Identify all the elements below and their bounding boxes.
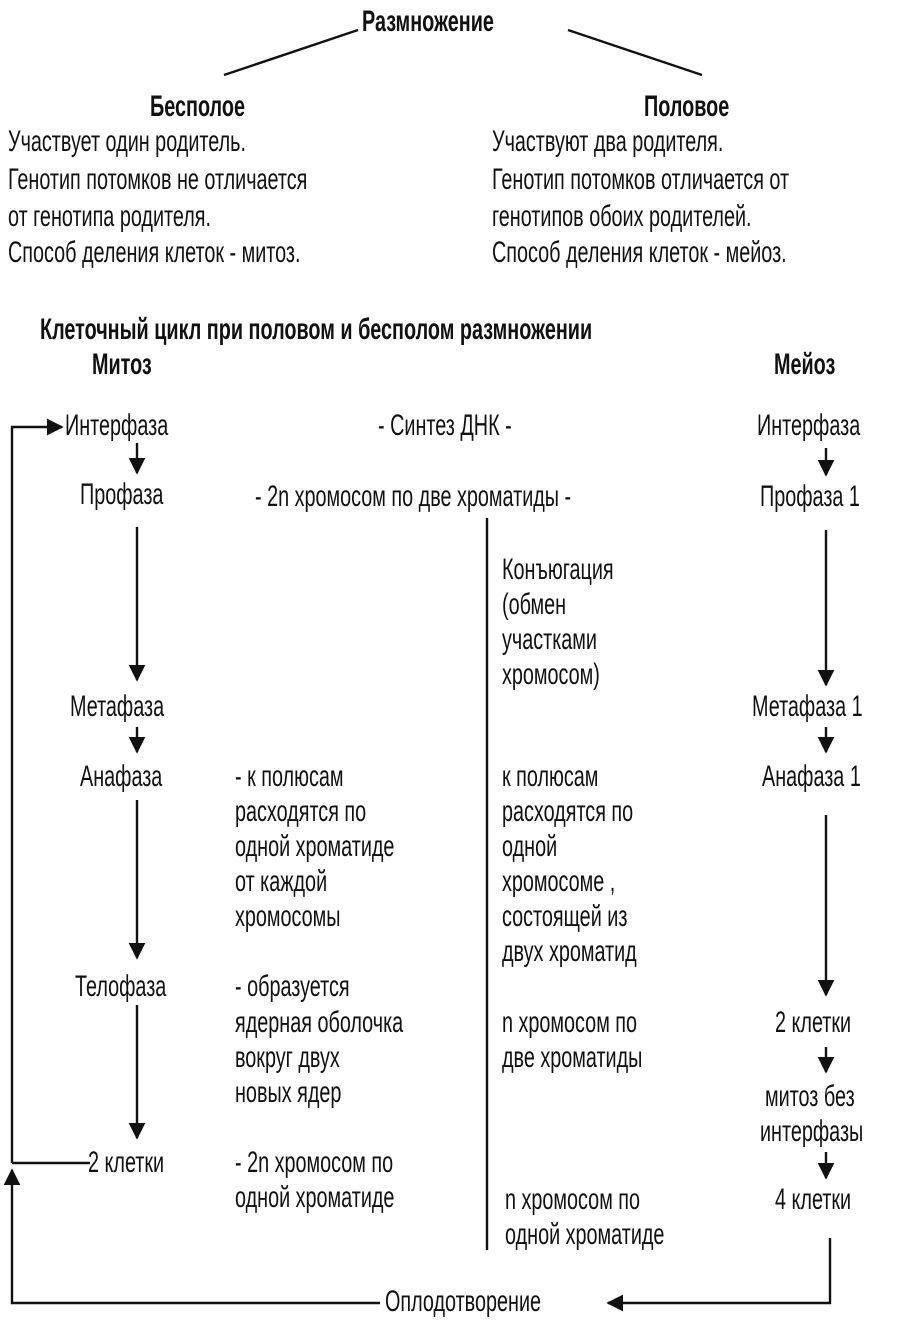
meiosis-stage: митоз без xyxy=(765,1080,855,1113)
meiosis-stage: Анафаза 1 xyxy=(762,760,861,793)
mitosis-cells-note: - 2n хромосом по xyxy=(235,1146,394,1179)
meiosis-stage: Метафаза 1 xyxy=(752,690,863,723)
mitosis-anaphase-note: - к полюсам xyxy=(235,760,344,793)
fertilization-label: Оплодотворение xyxy=(385,1285,542,1318)
mitosis-anaphase-note: хромосомы xyxy=(235,900,341,933)
mitosis-anaphase-note: одной хроматиде xyxy=(235,830,395,863)
telophase-note: новых ядер xyxy=(235,1076,342,1109)
meiosis-stage: 4 клетки xyxy=(775,1183,852,1216)
cycle-title: Клеточный цикл при половом и бесполом размножении xyxy=(40,313,593,346)
mitosis-cells-note: одной хроматиде xyxy=(235,1181,395,1214)
meiosis-anaphase-note: хромосоме , xyxy=(502,865,616,898)
mitosis-stage: 2 клетки xyxy=(88,1146,165,1179)
meiosis-cells-note: одной хроматиде xyxy=(505,1218,665,1251)
asexual-line: Способ деления клеток - митоз. xyxy=(8,236,301,269)
asexual-heading: Бесполое xyxy=(150,90,245,123)
meiosis-anaphase-note: состоящей из xyxy=(502,900,628,933)
meiosis-stage: 2 клетки xyxy=(775,1006,852,1039)
mitosis-anaphase-note: расходятся по xyxy=(235,795,367,828)
main-title: Размножение xyxy=(362,5,494,38)
meiosis-anaphase-note: одной xyxy=(502,830,558,863)
meiosis-cells-note: n хромосом по xyxy=(505,1183,641,1216)
mitosis-stage: Телофаза xyxy=(75,970,167,1003)
mitosis-stage: Анафаза xyxy=(80,760,163,793)
telophase-note: вокруг двух xyxy=(235,1041,340,1074)
meiosis-stage: Профаза 1 xyxy=(760,480,860,513)
title-branch-right xyxy=(568,30,702,75)
meiosis-anaphase-note: двух хроматид xyxy=(502,935,637,968)
conjugation-line: (обмен xyxy=(502,588,567,621)
meiosis-stage: Интерфаза xyxy=(757,409,861,442)
sexual-line: Способ деления клеток - мейоз. xyxy=(492,236,787,269)
conjugation-line: Конъюгация xyxy=(502,553,614,586)
asexual-line: Генотип потомков не отличается xyxy=(8,163,308,196)
mitosis-stage: Интерфаза xyxy=(65,409,169,442)
sexual-line: Генотип потомков отличается от xyxy=(492,163,790,196)
meiosis-anaphase-note: к полюсам xyxy=(502,760,599,793)
telophase-note: ядерная оболочка xyxy=(235,1006,404,1039)
title-branch-left xyxy=(224,30,358,75)
meiosis-2cells-note: две хроматиды xyxy=(502,1041,643,1074)
arrow-cycle-restart xyxy=(12,427,62,1163)
mitosis-anaphase-note: от каждой xyxy=(235,865,328,898)
mitosis-stage: Метафаза xyxy=(70,690,165,723)
asexual-line: от генотипа родителя. xyxy=(8,200,212,233)
conjugation-line: участками xyxy=(502,623,597,656)
interphase-note: - Синтез ДНК - xyxy=(378,409,512,442)
meiosis-heading: Мейоз xyxy=(774,348,836,381)
meiosis-anaphase-note: расходятся по xyxy=(502,795,634,828)
conjugation-line: хромосом) xyxy=(502,658,600,691)
sexual-heading: Половое xyxy=(644,90,730,123)
meiosis-2cells-note: n хромосом по xyxy=(502,1006,638,1039)
sexual-line: генотипов обоих родителей. xyxy=(492,200,752,233)
mitosis-stage: Профаза xyxy=(80,478,164,511)
meiosis-stage: интерфазы xyxy=(760,1115,864,1148)
telophase-note: - образуется xyxy=(235,970,350,1003)
sexual-line: Участвуют два родителя. xyxy=(492,125,724,158)
mitosis-heading: Митоз xyxy=(92,348,152,381)
prophase-note: - 2n хромосом по две хроматиды - xyxy=(255,480,572,513)
asexual-line: Участвует один родитель. xyxy=(8,125,246,158)
